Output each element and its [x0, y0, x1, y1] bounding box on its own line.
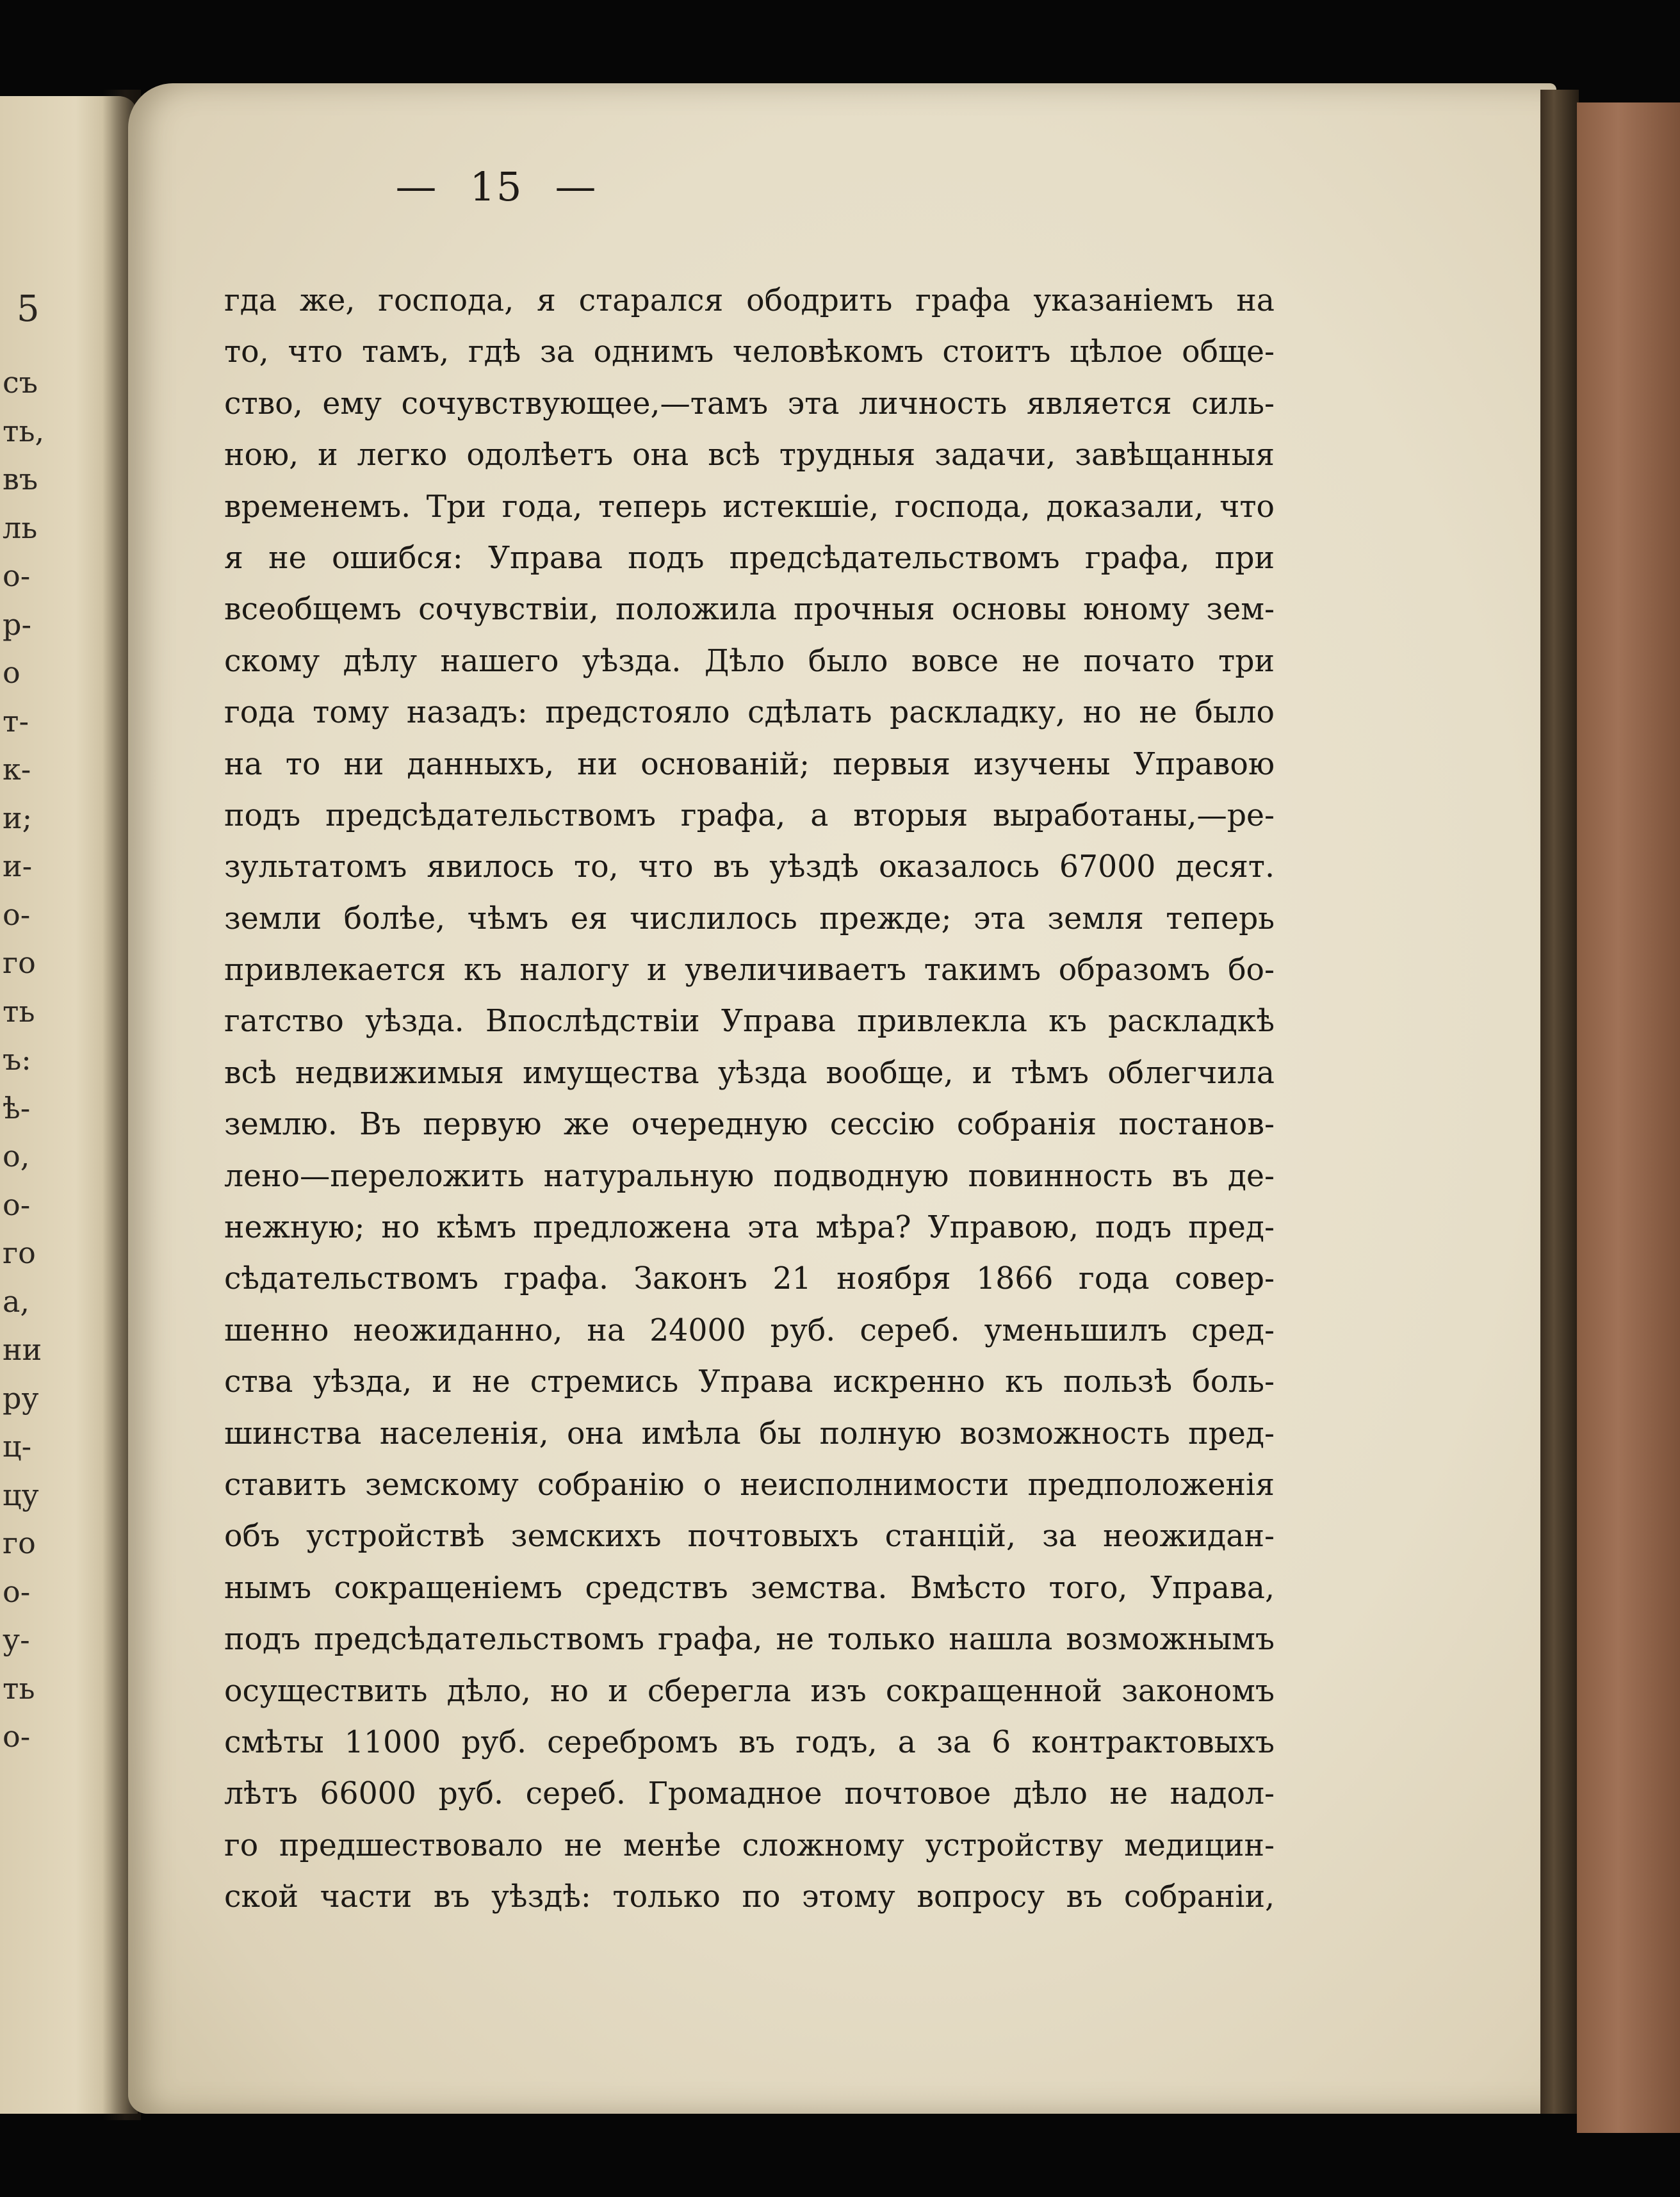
previous-page-line-fragment: ъ:	[3, 1042, 31, 1077]
book-cover	[1577, 102, 1680, 2133]
header-right-dash: —	[555, 163, 598, 211]
text-line: объ устройствѣ земскихъ почтовыхъ станцій, за неожидан-	[224, 1519, 1275, 1555]
page-number: 15	[469, 163, 523, 210]
previous-page-line-fragment: ть,	[3, 413, 45, 448]
text-line: шенно неожиданно, на 24000 руб. сереб. уменьшилъ сред-	[224, 1312, 1275, 1348]
previous-page-line-fragment: и-	[3, 849, 33, 883]
previous-page-line-fragment: о-	[3, 1187, 31, 1222]
text-line: лѣтъ 66000 руб. сереб. Громадное почтовое дѣло не надол-	[224, 1776, 1275, 1812]
previous-page-line-fragment: и;	[3, 800, 33, 835]
previous-page-line-fragment: р-	[3, 607, 31, 642]
text-line: ства уѣзда, и не стремись Управа искренно къ пользѣ боль-	[224, 1364, 1275, 1400]
text-line: лено—переложить натуральную подводную повинность въ де-	[224, 1158, 1275, 1194]
previous-page-line-fragment: ни	[3, 1332, 42, 1367]
text-line: землю. Въ первую же очередную сессію собранія постанов-	[224, 1107, 1275, 1143]
previous-page-number: 5	[17, 288, 40, 330]
text-line: гда же, господа, я старался ободрить графа указаніемъ на	[224, 283, 1275, 318]
previous-page-line-fragment: ль	[3, 510, 38, 545]
text-line: всеобщемъ сочувствіи, положила прочныя основы юному зем-	[224, 592, 1275, 628]
previous-page-line-fragment: о-	[3, 1574, 31, 1609]
previous-page-line-fragment: о-	[3, 559, 31, 593]
text-line: ство, ему сочувствующее,—тамъ эта личность является силь-	[224, 386, 1275, 421]
previous-page-line-fragment: о-	[3, 1719, 31, 1754]
previous-page-line-fragment: ть	[3, 1670, 35, 1706]
previous-page-line-fragment: у-	[3, 1622, 30, 1657]
previous-page-line-fragment: ѣ-	[3, 1090, 31, 1125]
text-line: скому дѣлу нашего уѣзда. Дѣло было вовсе не почато три	[224, 643, 1275, 679]
text-line: нежную; но кѣмъ предложена эта мѣра? Управою, подъ пред-	[224, 1210, 1275, 1246]
previous-page-line-fragment: го	[3, 945, 36, 980]
text-line: земли болѣе, чѣмъ ея числилось прежде; эта земля теперь	[224, 901, 1275, 936]
text-line: осуществить дѣло, но и сберегла изъ сокращенной закономъ	[224, 1673, 1275, 1709]
text-line: сѣдательствомъ графа. Законъ 21 ноября 1866 года совер-	[224, 1261, 1275, 1297]
text-line: привлекается къ налогу и увеличиваетъ такимъ образомъ бо-	[224, 952, 1275, 988]
previous-page-line-fragment: го	[3, 1236, 36, 1270]
previous-page-line-fragment: о,	[3, 1139, 30, 1173]
text-line: то, что тамъ, гдѣ за однимъ человѣкомъ стоитъ цѣлое обще-	[224, 334, 1275, 370]
text-line: ской части въ уѣздѣ: только по этому вопросу въ собраніи,	[224, 1879, 1275, 1915]
previous-page-line-fragment: ть	[3, 993, 35, 1029]
previous-page-line-fragment: а,	[3, 1284, 30, 1319]
text-line: подъ предсѣдательствомъ графа, не только нашла возможнымъ	[224, 1622, 1275, 1658]
previous-page-line-fragment: въ	[3, 462, 38, 496]
text-line: ставить земскому собранію о неисполнимости предположенія	[224, 1467, 1275, 1503]
text-line: всѣ недвижимыя имущества уѣзда вообще, и тѣмъ облегчила	[224, 1055, 1275, 1091]
previous-page-line-fragment: ц-	[3, 1429, 32, 1464]
running-header	[128, 163, 865, 211]
previous-page-line-fragment: о	[3, 655, 20, 690]
text-line: на то ни данныхъ, ни основаній; первыя изучены Управою	[224, 746, 1275, 782]
current-page	[128, 83, 1556, 2114]
text-line: го предшествовало не менѣе сложному устройству медицин-	[224, 1827, 1275, 1863]
header-left-dash: —	[395, 163, 438, 211]
text-line: нымъ сокращеніемъ средствъ земства. Вмѣсто того, Управа,	[224, 1570, 1275, 1606]
previous-page-line-fragment: т-	[3, 703, 29, 739]
text-line: года тому назадъ: предстояло сдѣлать раскладку, но не было	[224, 695, 1275, 731]
previous-page-line-fragment: о-	[3, 897, 31, 932]
text-line: подъ предсѣдательствомъ графа, а вторыя выработаны,—ре-	[224, 797, 1275, 833]
book-page-edge	[1540, 90, 1579, 2114]
text-line: зультатомъ явилось то, что въ уѣздѣ оказалось 67000 десят.	[224, 849, 1275, 885]
previous-page-line-fragment: съ	[3, 365, 38, 400]
text-line: я не ошибся: Управа подъ предсѣдательствомъ графа, при	[224, 540, 1275, 576]
body-text	[224, 275, 1275, 1923]
text-line: ною, и легко одолѣетъ она всѣ трудныя задачи, завѣщанныя	[224, 437, 1275, 473]
previous-page-line-fragment: цу	[3, 1477, 39, 1512]
text-line: шинства населенія, она имѣла бы полную возможность пред-	[224, 1416, 1275, 1451]
previous-page-line-fragment: го	[3, 1526, 36, 1560]
text-line: временемъ. Три года, теперь истекшіе, господа, доказали, что	[224, 489, 1275, 525]
text-line: гатство уѣзда. Впослѣдствіи Управа привлекла къ раскладкѣ	[224, 1004, 1275, 1040]
text-line: смѣты 11000 руб. серебромъ въ годъ, а за 6 контрактовыхъ	[224, 1724, 1275, 1760]
previous-page-line-fragment: ру	[3, 1380, 39, 1416]
previous-page-line-fragment: к-	[3, 752, 31, 787]
